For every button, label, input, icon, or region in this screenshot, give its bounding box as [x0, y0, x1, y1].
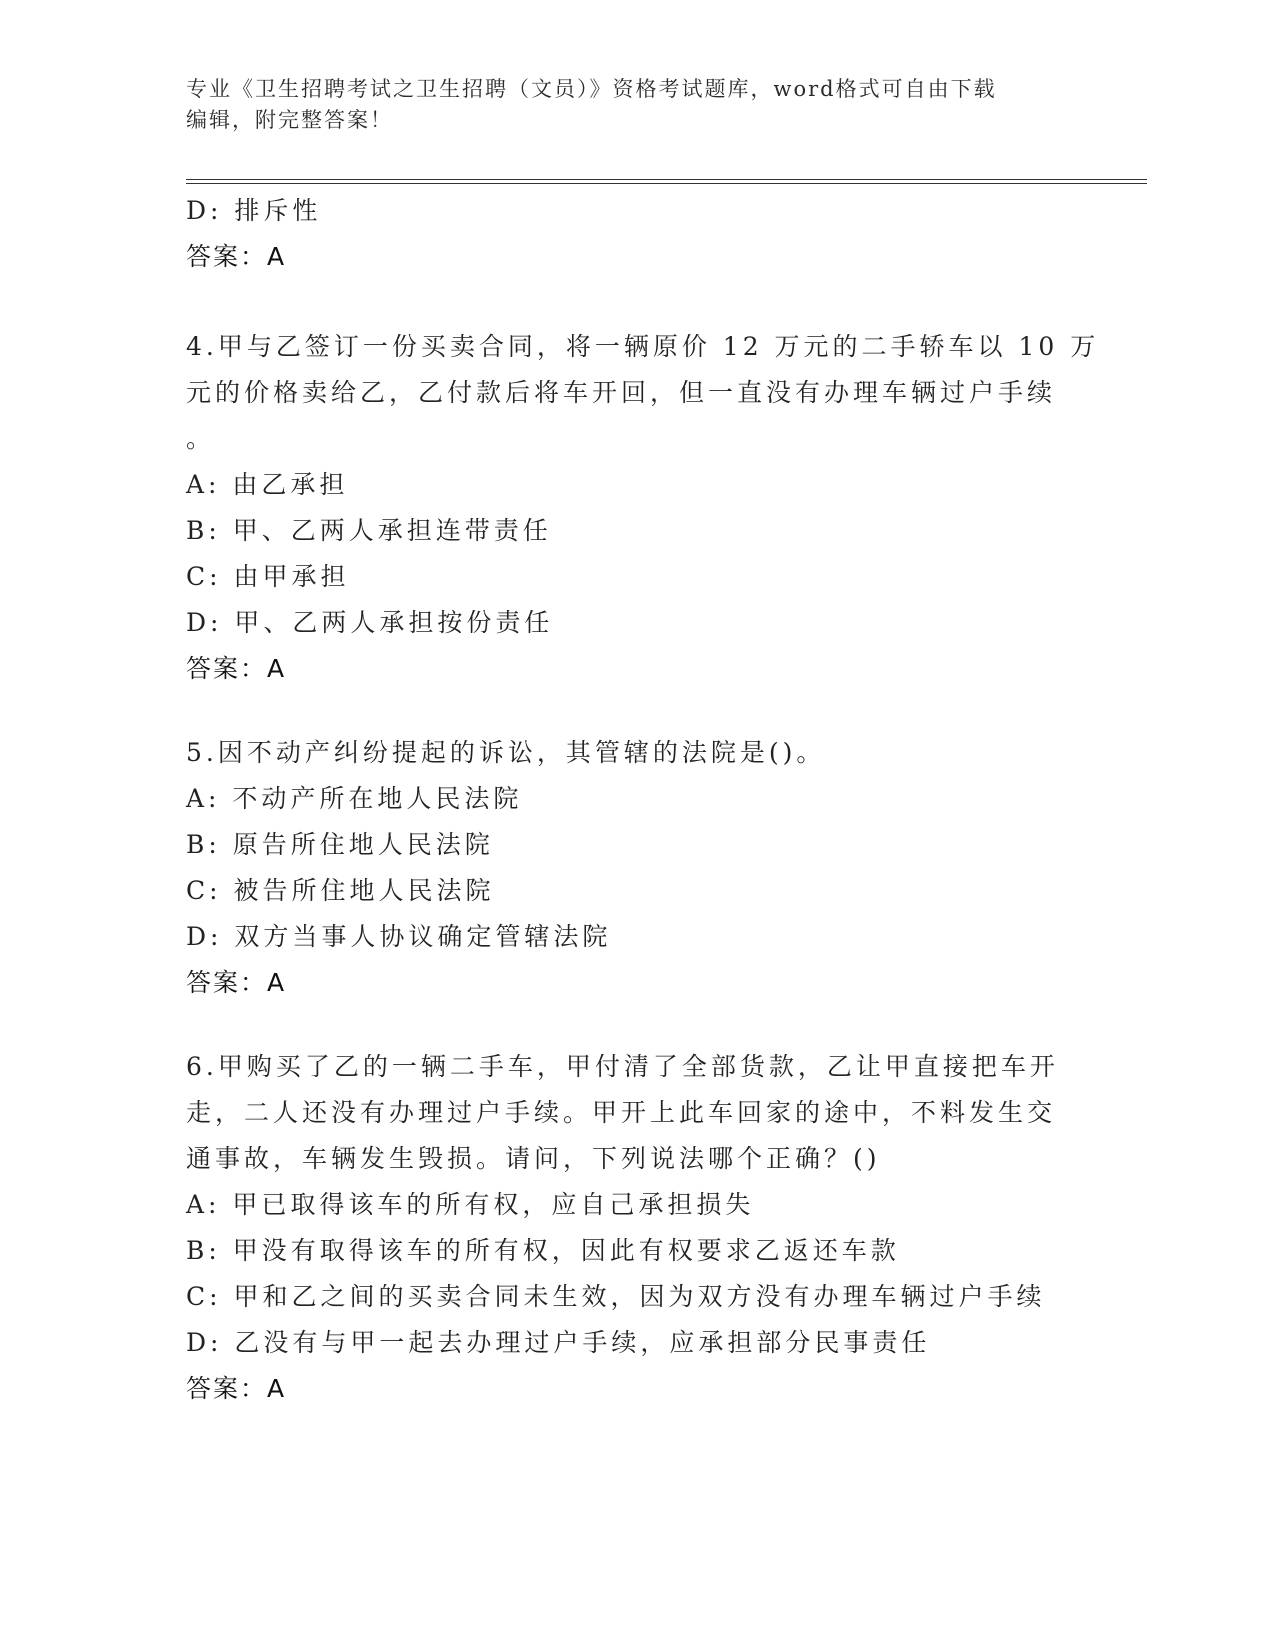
- answer-line: 答案：A: [186, 968, 287, 997]
- header-title-line-2: 编辑，附完整答案！: [186, 108, 393, 132]
- question-6: [186, 1044, 1086, 1412]
- question-stem-line: 6.甲购买了乙的一辆二手车，甲付清了全部货款，乙让甲直接把车开: [186, 1052, 1059, 1081]
- question-stem-line: 走，二人还没有办理过户手续。甲开上此车回家的途中，不料发生交: [186, 1098, 1057, 1127]
- option-a: A: 不动产所在地人民法院: [186, 784, 523, 813]
- option-b: B: 甲、乙两人承担连带责任: [186, 516, 552, 545]
- question-stem-line: 4.甲与乙签订一份买卖合同，将一辆原价 12 万元的二手轿车以 10 万: [186, 332, 1100, 361]
- header-title-line-1: 专业《卫生招聘考试之卫生招聘（文员）》资格考试题库，word格式可自由下载: [186, 77, 997, 101]
- option-a: A: 由乙承担: [186, 470, 349, 499]
- option-a: A: 甲已取得该车的所有权，应自己承担损失: [186, 1190, 755, 1219]
- option-d: D: 乙没有与甲一起去办理过户手续，应承担部分民事责任: [186, 1328, 931, 1357]
- question-stem-line: 5.因不动产纠纷提起的诉讼，其管辖的法院是()。: [186, 738, 826, 767]
- spacer: [186, 692, 1086, 730]
- answer-line: 答案：A: [186, 1374, 287, 1403]
- option-c: C: 甲和乙之间的买卖合同未生效，因为双方没有办理车辆过户手续: [186, 1282, 1046, 1311]
- option-d: D: 甲、乙两人承担按份责任: [186, 608, 554, 637]
- document-header: [186, 74, 1066, 136]
- option-c: C: 被告所住地人民法院: [186, 876, 495, 905]
- question-stem-line: 通事故，车辆发生毁损。请问，下列说法哪个正确？(): [186, 1144, 881, 1173]
- header-divider-bottom: [186, 183, 1147, 184]
- question-content: [186, 188, 1100, 1412]
- answer-line: 答案：A: [186, 242, 287, 271]
- question-stem-line: 。: [186, 424, 216, 453]
- option-d: D: 排斥性: [186, 196, 322, 225]
- option-b: B: 甲没有取得该车的所有权，因此有权要求乙返还车款: [186, 1236, 900, 1265]
- header-divider-top: [186, 179, 1147, 180]
- spacer: [186, 1006, 1086, 1044]
- question-stem-line: 元的价格卖给乙，乙付款后将车开回，但一直没有办理车辆过户手续: [186, 378, 1057, 407]
- question-4: [186, 324, 1100, 692]
- option-c: C: 由甲承担: [186, 562, 350, 591]
- previous-question-tail: [186, 188, 1086, 280]
- option-d: D: 双方当事人协议确定管辖法院: [186, 922, 612, 951]
- answer-line: 答案：A: [186, 654, 287, 683]
- option-b: B: 原告所住地人民法院: [186, 830, 494, 859]
- question-5: [186, 730, 1086, 1006]
- spacer: [186, 280, 1086, 324]
